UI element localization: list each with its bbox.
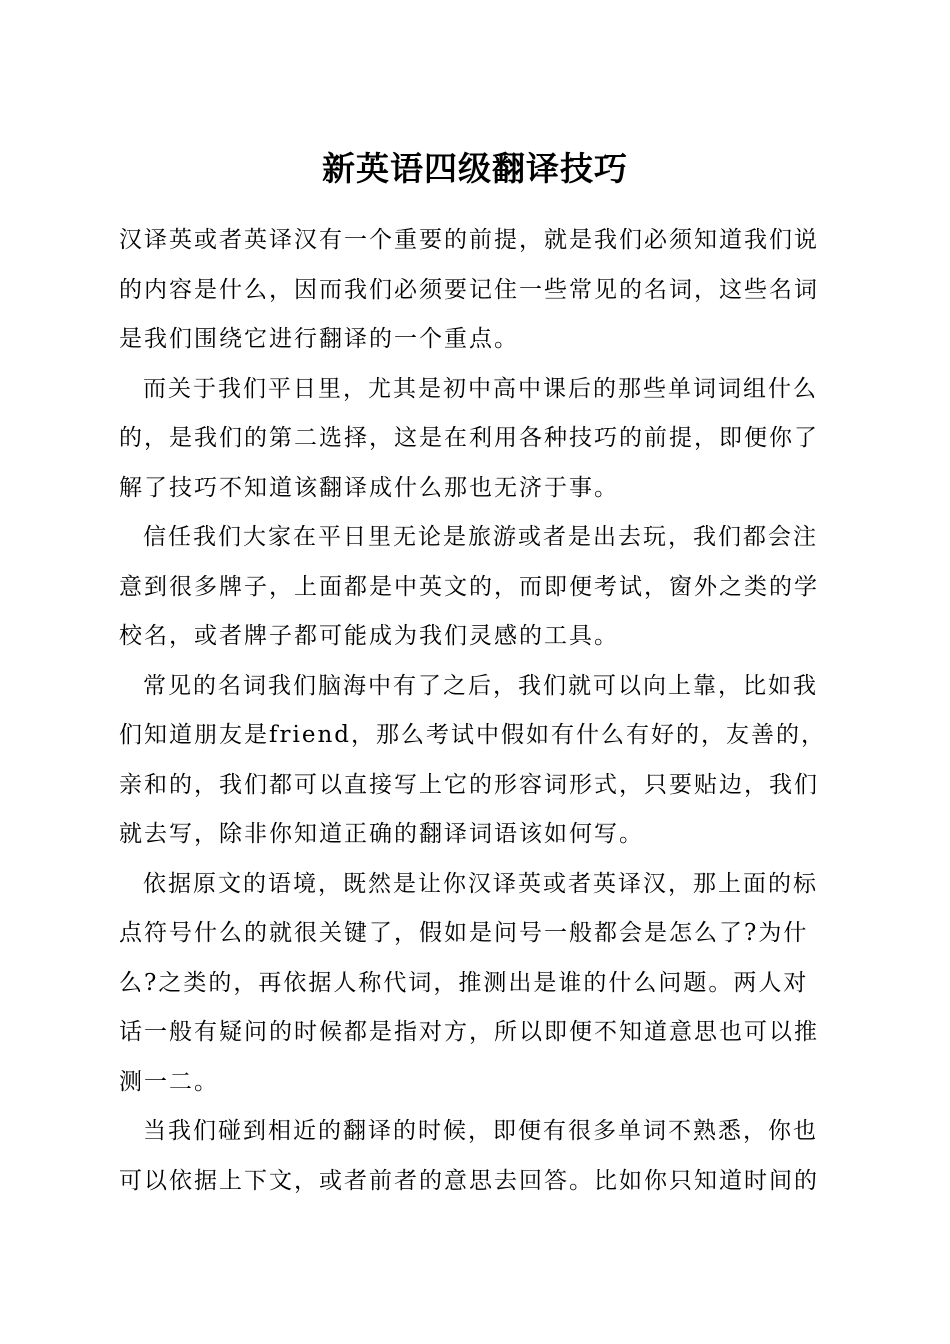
paragraph-line: 而关于我们平日里，尤其是初中高中课后的那些单词词组什么	[143, 375, 818, 402]
paragraph-line: 解了技巧不知道该翻译成什么那也无济于事。	[119, 474, 619, 501]
paragraph-line: 常见的名词我们脑海中有了之后，我们就可以向上靠，比如我	[143, 672, 818, 699]
paragraph-2	[119, 365, 833, 514]
paragraph-line: 的内容是什么，因而我们必须要记住一些常见的名词，这些名词	[119, 276, 819, 303]
paragraph-line: 么?之类的，再依据人称代词，推测出是谁的什么问题。两人对	[119, 969, 809, 996]
paragraph-3	[119, 513, 833, 662]
paragraph-line: 汉译英或者英译汉有一个重要的前提，就是我们必须知道我们说	[119, 227, 819, 253]
paragraph-line: 校名，或者牌子都可能成为我们灵感的工具。	[119, 623, 619, 649]
paragraph-line: 信任我们大家在平日里无论是旅游或者是出去玩，我们都会注	[143, 524, 818, 550]
paragraph-line: 话一般有疑问的时候都是指对方，所以即便不知道意思也可以推	[119, 1019, 819, 1045]
paragraph-line: 就去写，除非你知道正确的翻译词语该如何写。	[119, 821, 644, 847]
paragraph-line: 可以依据上下文，或者前者的意思去回答。比如你只知道时间的	[119, 1167, 819, 1194]
paragraph-line: 依据原文的语境，既然是让你汉译英或者英译汉，那上面的标	[143, 870, 818, 897]
paragraph-line: 当我们碰到相近的翻译的时候，即便有很多单词不熟悉，你也	[143, 1118, 818, 1144]
paragraph-line: 点符号什么的就很关键了，假如是问号一般都会是怎么了?为什	[119, 920, 809, 946]
document-title: 新英语四级翻译技巧	[322, 149, 628, 188]
paragraph-line: 是我们围绕它进行翻译的一个重点。	[119, 326, 519, 352]
paragraph-5	[119, 860, 833, 1108]
paragraph-4	[119, 662, 833, 860]
paragraph-line: 的，是我们的第二选择，这是在利用各种技巧的前提，即便你了	[119, 425, 819, 451]
paragraph-1	[119, 216, 833, 365]
paragraph-line: 测一二。	[119, 1068, 219, 1095]
paragraph-line: 意到很多牌子，上面都是中英文的，而即便考试，窗外之类的学	[119, 573, 819, 600]
paragraph-line: 亲和的，我们都可以直接写上它的形容词形式，只要贴边，我们	[119, 771, 819, 798]
document-body	[119, 216, 833, 1206]
paragraph-6	[119, 1107, 833, 1206]
paragraph-line: 们知道朋友是friend，那么考试中假如有什么有好的，友善的，	[119, 722, 827, 748]
